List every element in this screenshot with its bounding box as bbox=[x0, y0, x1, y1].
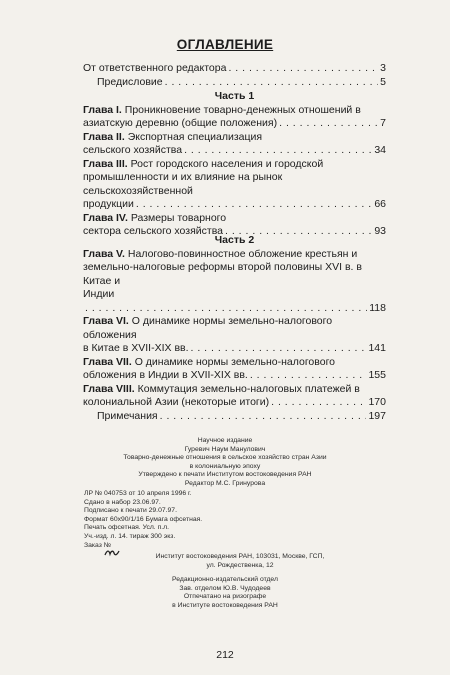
chapter-title: Проникновение товарно-денежных отношений в bbox=[124, 103, 361, 116]
chapter-page: 141 bbox=[368, 342, 386, 354]
imprint-line: Редакционно-издательский отдел bbox=[172, 576, 278, 583]
chapter-title: Экспортная специализация bbox=[127, 130, 263, 143]
imprint-line: Утверждено к печати Институтом востоковедения РАН bbox=[138, 471, 312, 479]
imprint-institute bbox=[110, 553, 370, 570]
imprint-line: Институт востоковедения РАН, 103031, Москве, ГСП, bbox=[155, 553, 325, 560]
imprint-line: в колониальную эпоху bbox=[189, 462, 261, 470]
chapter-label: Глава VII. bbox=[83, 355, 132, 368]
toc-entry-text: Предисловие bbox=[97, 75, 163, 88]
chapter-page: 155 bbox=[368, 369, 386, 381]
imprint-line: Заказ № bbox=[84, 541, 112, 549]
chapter-2 bbox=[83, 131, 386, 158]
imprint-line: Сдано в набор 23.06.97. bbox=[84, 498, 161, 506]
imprint-line: Уч.-изд. л. 14. тираж 300 экз. bbox=[84, 532, 176, 540]
chapter-title: Рост городского населения и городской bbox=[130, 157, 324, 170]
imprint-line: Гуревич Наум Манулович bbox=[184, 445, 266, 453]
toc-entry bbox=[83, 62, 386, 76]
chapter-page: 66 bbox=[374, 198, 386, 210]
part-1 bbox=[83, 90, 386, 239]
chapter-page: 170 bbox=[368, 396, 386, 408]
chapter-title: сектора сельского хозяйства bbox=[83, 225, 224, 237]
imprint-bottom-block bbox=[95, 576, 355, 610]
chapter-title: Индии bbox=[83, 288, 115, 300]
toc-entry-page: 5 bbox=[380, 75, 386, 88]
chapter-label: Глава II. bbox=[83, 130, 125, 143]
chapter-label: Глава V. bbox=[83, 247, 125, 260]
imprint-line: Редактор М.С. Гринурова bbox=[184, 479, 266, 487]
imprint-line: Отпечатано на ризографе bbox=[183, 593, 267, 601]
chapter-title: земельно-налоговые реформы второй половины XVI в. в Китае и bbox=[83, 261, 362, 287]
chapter-title: О динамике нормы земельно-налогового bbox=[134, 355, 336, 368]
chapter-label: Глава VIII. bbox=[83, 382, 135, 395]
chapter-label: Глава I. bbox=[83, 103, 122, 116]
imprint-line: Формат 60x90/1/16 Бумага офсетная. bbox=[84, 515, 203, 523]
chapter-title: Налогово-повинностное обложение крестьян и bbox=[127, 247, 358, 260]
front-matter bbox=[83, 62, 386, 89]
chapter-page: 7 bbox=[380, 117, 386, 129]
chapter-title: Размеры товарного bbox=[130, 211, 227, 224]
part-heading: Часть 1 bbox=[214, 90, 255, 102]
chapter-3 bbox=[83, 158, 386, 212]
imprint-line: Зав. отделом Ю.В. Чудодеев bbox=[179, 584, 271, 592]
chapter-5 bbox=[83, 248, 386, 316]
imprint-line: Товарно-денежные отношения в сельское хозяйство стран Азии bbox=[123, 454, 327, 462]
chapter-1 bbox=[83, 104, 386, 131]
chapter-page: 93 bbox=[374, 225, 386, 237]
chapter-title: в Китае в XVII-XIX вв. bbox=[83, 342, 189, 354]
toc-entry bbox=[83, 76, 386, 90]
part-heading: Часть 2 bbox=[214, 234, 255, 246]
chapter-title: Коммутация земельно-налоговых платежей в bbox=[137, 382, 360, 395]
imprint-line: Печать офсетная. Усл. п.л. bbox=[84, 524, 170, 532]
chapter-7 bbox=[83, 356, 386, 383]
chapter-8 bbox=[83, 383, 386, 410]
chapter-title: азиатскую деревню (общие положения) bbox=[83, 117, 278, 129]
imprint-line: Подписано к печати 29.07.97. bbox=[84, 507, 177, 515]
chapter-title: колониальной Азии (некоторые итоги) bbox=[83, 396, 270, 408]
imprint-line: ЛР № 040753 от 10 апреля 1996 г. bbox=[84, 490, 192, 497]
chapter-label: Глава IV. bbox=[83, 211, 128, 224]
page-title: ОГЛАВЛЕНИЕ bbox=[176, 37, 274, 52]
imprint-line: Научное издание bbox=[197, 437, 253, 444]
toc-entry-page: 197 bbox=[368, 409, 386, 422]
imprint-left-block bbox=[84, 490, 284, 550]
imprint-line: ул. Рождественка, 12 bbox=[206, 561, 274, 569]
imprint-line: в Институте востоковедения РАН bbox=[172, 601, 278, 609]
chapter-title: продукции bbox=[83, 198, 134, 210]
chapter-page: 118 bbox=[369, 301, 386, 314]
imprint-center-block bbox=[95, 437, 355, 489]
toc-entry-notes bbox=[83, 410, 386, 424]
chapter-title: О динамике нормы земельно-налогового обложения bbox=[83, 315, 333, 341]
chapter-title: сельского хозяйства bbox=[83, 144, 183, 156]
chapter-6 bbox=[83, 315, 386, 356]
chapter-label: Глава VI. bbox=[83, 315, 129, 327]
chapter-page: 34 bbox=[374, 144, 386, 156]
chapter-title: обложения в Индии в XVII-XIX вв. bbox=[83, 369, 248, 381]
toc-entry-page: 3 bbox=[380, 62, 386, 74]
page-number: 212 bbox=[216, 649, 234, 661]
toc-entry-text: Примечания bbox=[97, 409, 158, 422]
chapter-title: промышленности и их влияние на рынок сельскохозяйственной bbox=[83, 171, 283, 197]
toc-entry-text: От ответственного редактора bbox=[83, 62, 227, 74]
chapter-label: Глава III. bbox=[83, 157, 128, 170]
part-2 bbox=[83, 234, 386, 423]
